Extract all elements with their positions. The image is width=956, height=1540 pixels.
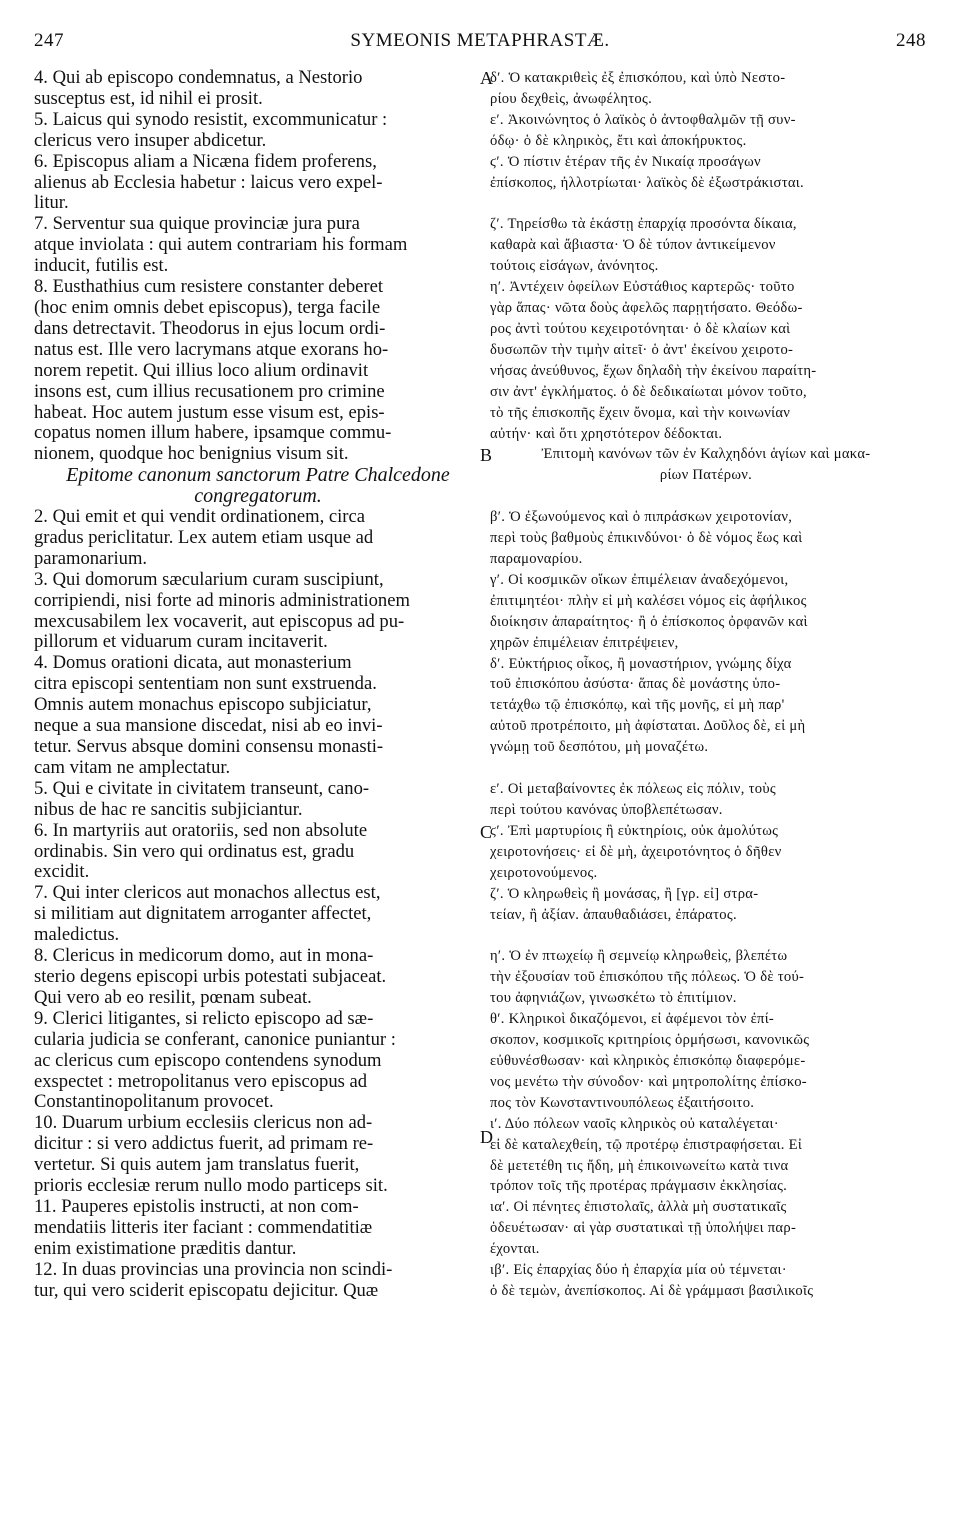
- text-line: ιαʹ. Οἱ πένητες ἐπιστολαῖς, ἀλλὰ μὴ συστατικαῖς: [490, 1199, 787, 1216]
- text-line: τὸ τῆς ἐπισκοπῆς ἔχειν ὄνομα, καὶ τὴν κοινωνίαν: [490, 404, 791, 421]
- text-line: gradus periclitatur. Lex autem etiam usque ad: [34, 527, 374, 548]
- text-line: alienus ab Ecclesia habetur : laicus vero expel-: [34, 172, 383, 193]
- greek-paragraph: [490, 110, 922, 152]
- text-line: εὐθυνέσθωσαν· καὶ κληρικὸς ἐπισκόπῳ διαφερόμε-: [490, 1052, 806, 1069]
- text-line: excidit.: [34, 862, 90, 883]
- text-line: σκοπον, κοσμικοῖς κριτηρίοις ὁρμήσωσι, κανονικῶς: [490, 1032, 810, 1049]
- text-line: σιν ἀντ' ἐγκλήματος. ὁ δὲ δεδικαίωται μόνον τοῦτο,: [490, 383, 808, 400]
- text-line: του ἀφηνιάζων, γινωσκέτω τὸ ἐπιτίμιον.: [490, 990, 737, 1007]
- text-line: Epitome canonum sanctorum Patre Chalcedone: [66, 465, 450, 487]
- text-line: εʹ. Ἀκοινώνητος ὁ λαϊκὸς ὁ ἀντοφθαλμῶν τῇ συν-: [490, 111, 796, 128]
- text-line: 10. Duarum urbium ecclesiis clericus non ad-: [34, 1113, 373, 1134]
- text-line: nionem, quodque hoc benignius visum sit.: [34, 444, 349, 465]
- page-number-right: 248: [896, 30, 926, 51]
- text-line: Constantinopolitanum provocet.: [34, 1092, 274, 1113]
- text-line: copatus nomen illum habere, ipsamque commu-: [34, 423, 392, 444]
- text-line: ρίου δεχθεὶς, ἀνωφέλητος.: [490, 90, 653, 107]
- text-line: πος τὸν Κωνσταντινουπόλεως ἐξαιτήσοιτο.: [490, 1094, 755, 1111]
- latin-paragraph: [34, 1197, 482, 1260]
- text-line: 4. Domus orationi dicata, aut monasterium: [34, 653, 352, 674]
- text-line: χηρῶν ἐπιμέλειαν ἐπιτρέψειεν,: [490, 634, 679, 651]
- text-line: εʹ. Οἱ μεταβαίνοντες ἐκ πόλεως εἰς πόλιν, τοὺς: [490, 781, 776, 798]
- text-line: καθαρὰ καὶ ἄβιαστα· Ὁ δὲ τύπον ἀντικείμενον: [490, 237, 776, 254]
- latin-heading: [34, 465, 482, 507]
- latin-paragraph: [34, 277, 482, 465]
- text-line: τετάχθω τῷ ἐπισκόπῳ, καὶ τῆς μονῆς, εἰ μὴ παρ': [490, 697, 785, 714]
- text-line: ἐπιτιμητέοι· πλὴν εἰ μὴ καλέσει νόμος εἰς ἀφήλικος: [490, 592, 807, 609]
- page-number-left: 247: [34, 30, 64, 51]
- text-line: βʹ. Ὁ ἐξωνούμενος καὶ ὁ πιπράσκων χειροτονίαν,: [490, 509, 793, 526]
- greek-paragraph: [490, 507, 922, 570]
- text-line: exspectet : metropolitanus vero episcopus ad: [34, 1071, 368, 1092]
- text-line: norem repetit. Qui illius loco alium ordinavit: [34, 360, 369, 381]
- text-line: νήσας ἀνεύθυνος, ἔχων δηλαδὴ τὴν ἐκείνου παραίτη-: [490, 362, 817, 379]
- text-line: δυσωπῶν τὴν τιμὴν αἰτεῖ· ὁ ἀντ' ἐκείνου χειροτο-: [490, 341, 794, 358]
- text-line: mexcusabilem lex vocaverit, aut episcopus ad pu-: [34, 611, 405, 632]
- margin-letter-c: C: [480, 822, 493, 842]
- text-line: dans detrectavit. Theodorus in ejus locum ordi-: [34, 318, 386, 339]
- text-line: maledictus.: [34, 925, 120, 946]
- text-line: παραμοναρίου.: [490, 551, 583, 568]
- greek-paragraph: [490, 884, 922, 926]
- text-line: 6. Episcopus aliam a Nicæna fidem proferens,: [34, 151, 377, 172]
- latin-paragraph: [34, 110, 482, 152]
- text-line: τούτοις εἰσάγων, ἀνόνητος.: [490, 258, 659, 275]
- text-line: ρίων Πατέρων.: [659, 467, 753, 484]
- text-line: ζʹ. Τηρείσθω τὰ ἑκάστῃ ἐπαρχίᾳ προσόντα δίκαια,: [490, 216, 797, 233]
- text-line: 7. Qui inter clericos aut monachos allectus est,: [34, 883, 381, 904]
- text-line: δʹ. Εὐκτήριος οἶκος, ἢ μοναστήριον, γνώμης δίχα: [490, 655, 792, 672]
- latin-paragraph: [34, 152, 482, 215]
- text-line: διοίκησιν ἀπαραίτητος· ἢ ὁ ἐπίσκοπος ὀρφανῶν καὶ: [490, 613, 808, 630]
- text-line: χειροτονούμενος.: [490, 864, 598, 881]
- text-line: δὲ μετετέθη τις ἤδη, μὴ ἐπικοινωνείτω κατὰ τινα: [490, 1157, 789, 1174]
- text-line: 8. Eusthathius cum resistere constanter deberet: [34, 277, 384, 298]
- text-line: prioris ecclesiæ rerum nullo modo particeps sit.: [34, 1176, 388, 1197]
- greek-paragraph: [490, 1260, 922, 1302]
- text-line: vertetur. Si quis autem jam translatus fuerit,: [34, 1155, 360, 1176]
- text-line: dicitur : si vero addictus fuerit, ad primam re-: [34, 1134, 374, 1155]
- greek-paragraph: [490, 68, 922, 110]
- text-line: νος μενέτω τὴν σύνοδον· καὶ μητροπολίτης ἐπίσκο-: [490, 1073, 807, 1090]
- greek-paragraph: [490, 1197, 922, 1260]
- greek-heading: [490, 444, 922, 486]
- text-line: corripiendi, nisi forte ad minoris administrationem: [34, 590, 410, 611]
- text-line: ὁ δὲ τεμὼν, ἀνεπίσκοπος. Αἱ δὲ γράμμασι βασιλικοῖς: [490, 1282, 814, 1299]
- text-line: 5. Qui e civitate in civitatem transeunt, cano-: [34, 778, 370, 799]
- text-line: χειροτονήσεις· εἰ δὲ μὴ, ἀχειροτόνητος ὁ δῆθεν: [490, 843, 782, 860]
- latin-paragraph: [34, 570, 482, 654]
- text-line: ἐπίσκοπος, ἠλλοτρίωται· λαϊκὸς δὲ ἐξωστράκισται.: [490, 174, 804, 191]
- greek-paragraph: [490, 779, 922, 821]
- text-line: ac clericus cum episcopo contendens synodum: [34, 1050, 382, 1071]
- text-line: enim existimatione præditis dantur.: [34, 1238, 297, 1259]
- text-line: ϛʹ. Ἐπὶ μαρτυρίοις ἢ εὐκτηρίοις, οὐκ ἀμολύτως: [490, 822, 779, 839]
- text-line: 9. Clerici litigantes, si relicto episcopo ad sæ-: [34, 1008, 374, 1029]
- text-line: έχονται.: [490, 1241, 540, 1258]
- text-line: 12. In duas provincias una provincia non scindi-: [34, 1259, 393, 1280]
- margin-letter-a: A: [480, 68, 493, 88]
- latin-paragraph: [34, 507, 482, 570]
- text-line: congregatorum.: [194, 486, 322, 508]
- text-line: 3. Qui domorum sæcularium curam suscipiunt,: [34, 569, 384, 590]
- text-line: τείαν, ἢ ἀξίαν. ἀπαυθαδιάσει, ἐπάρατος.: [490, 906, 737, 923]
- text-line: γνώμῃ τοῦ δεσπότου, μὴ μοναζέτω.: [490, 739, 709, 756]
- text-line: γὰρ ἅπας· νῶτα δοὺς ἀφελῶς παρῃτήσατο. Θεόδω-: [490, 300, 803, 317]
- latin-paragraph: [34, 1009, 482, 1114]
- greek-paragraph: [490, 946, 922, 1009]
- text-line: mendatiis litteris iter faciant : commendatitiæ: [34, 1217, 373, 1238]
- latin-paragraph: [34, 214, 482, 277]
- text-line: 5. Laicus qui synodo resistit, excommunicatur :: [34, 109, 388, 130]
- text-line: ζʹ. Ὁ κληρωθεὶς ἢ μονάσας, ἢ [γρ. εἰ] στρα-: [490, 885, 759, 902]
- text-line: γʹ. Οἱ κοσμικῶν οἴκων ἐπιμέλειαν ἀναδεχόμενοι,: [490, 571, 789, 588]
- text-line: θʹ. Κληρικοὶ δικαζόμενοι, εἰ ἀφέμενοι τὸν ἐπί-: [490, 1011, 775, 1028]
- text-line: ιʹ. Δύο πόλεων ναοῖς κληρικὸς οὐ καταλέγεται·: [490, 1115, 779, 1132]
- greek-paragraph: [490, 654, 922, 759]
- text-line: insons est, cum illius recusationem pro crimine: [34, 381, 385, 402]
- latin-paragraph: [34, 1113, 482, 1197]
- text-line: pillorum et viduarum curam incitaverit.: [34, 632, 328, 653]
- text-line: ὁδευέτωσαν· αἱ γὰρ συστατικαὶ τῇ ὑπολήψει παρ-: [490, 1220, 797, 1237]
- text-line: sterio degens episcopi urbis potestati subjaceat.: [34, 966, 387, 987]
- text-line: cularia judicia se conferant, canonice puniantur :: [34, 1029, 396, 1050]
- text-line: litur.: [34, 193, 69, 214]
- text-line: ϛʹ. Ὁ πίστιν ἑτέραν τῆς ἐν Νικαίᾳ προσάγων: [490, 153, 761, 170]
- text-line: 4. Qui ab episcopo condemnatus, a Nestorio: [34, 68, 363, 88]
- text-line: Ἐπιτομὴ κανόνων τῶν ἐν Καλχηδόνι ἁγίων καὶ μακα-: [541, 446, 871, 463]
- greek-paragraph: [490, 570, 922, 654]
- text-line: natus est. Ille vero lacrymans atque exorans ho-: [34, 339, 389, 360]
- text-line: habeat. Hoc autem justum esse visum est, epis-: [34, 402, 385, 423]
- latin-paragraph: [34, 68, 482, 110]
- text-line: ρος ἀντὶ τούτου κεχειροτόνηται· ὁ δὲ κλαίων καὶ: [490, 320, 791, 337]
- text-line: τοῦ ἐπισκόπου ἀσύστα· ἅπας δὲ μονάστης ὑπο-: [490, 676, 781, 693]
- text-line: 7. Serventur sua quique provinciæ jura pura: [34, 214, 360, 235]
- text-line: cam vitam ne amplectatur.: [34, 757, 231, 778]
- text-line: ηʹ. Ὁ ἐν πτωχείῳ ἢ σεμνείῳ κληρωθεὶς, βλεπέτω: [490, 948, 788, 965]
- text-line: όδῳ· ὁ δὲ κληρικὸς, ἔτι καὶ ἀποκήρυκτος.: [490, 132, 747, 149]
- text-line: τὴν ἐξουσίαν τοῦ ἐπισκόπου τῆς πόλεως. Ὁ δὲ τού-: [490, 969, 805, 986]
- text-line: tetur. Servus absque domini consensu monasti-: [34, 737, 384, 757]
- text-line: Qui vero ab eo resilit, pœnam subeat.: [34, 987, 312, 1008]
- latin-paragraph: [34, 779, 482, 821]
- latin-paragraph: [34, 1260, 482, 1302]
- text-line: Omnis autem monachus episcopo subjiciatur,: [34, 695, 372, 716]
- text-line: clericus vero insuper abdicetur.: [34, 130, 267, 151]
- text-line: τρόπον τοῖς τῆς προτέρας πράγμασιν ἐκκλησίας.: [490, 1178, 788, 1195]
- latin-paragraph: [34, 821, 482, 884]
- text-line: neque a sua mansione discedat, nisi ab eo invi-: [34, 716, 383, 737]
- running-title: SYMEONIS METAPHRASTÆ.: [350, 30, 610, 51]
- greek-paragraph: [490, 821, 922, 884]
- text-line: ιβʹ. Εἰς ἐπαρχίας δύο ἡ ἐπαρχία μία οὐ τέμνεται·: [490, 1262, 787, 1279]
- text-line: εἰ δὲ καταλεχθείη, τῷ προτέρῳ ἐπιστραφήσεται. Εἰ: [490, 1136, 803, 1153]
- text-line: si militiam aut dignitatem arroganter affectet,: [34, 904, 372, 925]
- text-line: 11. Pauperes epistolis instructi, at non com-: [34, 1196, 359, 1217]
- text-line: 2. Qui emit et qui vendit ordinationem, circa: [34, 507, 365, 528]
- greek-paragraph: [490, 277, 922, 444]
- text-line: αὐτήν· καὶ ὅτι χρηστότερον δέδοκται.: [490, 425, 723, 442]
- text-line: citra episcopi sententiam non sunt exstruenda.: [34, 674, 377, 695]
- text-line: paramonarium.: [34, 548, 148, 569]
- latin-column: [34, 68, 482, 1301]
- greek-paragraph: [490, 1009, 922, 1114]
- text-line: αὐτοῦ προτρέποιτο, μὴ ἀφίσταται. Δοῦλος δὲ, εἰ μὴ: [490, 718, 806, 735]
- greek-column: [490, 68, 922, 1302]
- greek-paragraph: [490, 152, 922, 194]
- greek-paragraph: [490, 214, 922, 277]
- text-line: tur, qui vero sciderit episcopatu dejicitur. Quæ: [34, 1280, 379, 1301]
- latin-paragraph: [34, 946, 482, 1009]
- text-line: inducit, futilis est.: [34, 256, 169, 277]
- page-header: [34, 30, 926, 60]
- greek-paragraph: [490, 1114, 922, 1198]
- text-line: (hoc enim omnis debet episcopus), terga facile: [34, 297, 381, 318]
- text-line: 6. In martyriis aut oratoriis, sed non absolute: [34, 820, 368, 841]
- text-line: atque inviolata : qui autem contrariam his formam: [34, 235, 408, 256]
- text-line: 8. Clericus in medicorum domo, aut in mona-: [34, 946, 374, 967]
- text-line: ordinabis. Sin vero qui ordinatus est, gradu: [34, 841, 355, 862]
- text-line: δʹ. Ὁ κατακριθεὶς ἐξ ἐπισκόπου, καὶ ὑπὸ Νεστο-: [490, 70, 786, 86]
- margin-letter-b: B: [480, 445, 493, 465]
- text-line: nibus de hac re sancitis subjiciantur.: [34, 799, 303, 820]
- latin-paragraph: [34, 653, 482, 778]
- text-line: susceptus est, id nihil ei prosit.: [34, 88, 263, 109]
- text-line: περὶ τούτου κανόνας ὑποβλεπέτωσαν.: [490, 802, 723, 818]
- text-line: ηʹ. Ἀντέχειν ὀφείλων Εὐστάθιος καρτερῶς· τοῦτο: [490, 279, 795, 296]
- text-line: περὶ τοὺς βαθμοὺς ἐπικινδύνοι· ὁ δὲ νόμος ἕως καὶ: [490, 530, 803, 547]
- margin-letter-d: D: [480, 1127, 493, 1147]
- latin-paragraph: [34, 883, 482, 946]
